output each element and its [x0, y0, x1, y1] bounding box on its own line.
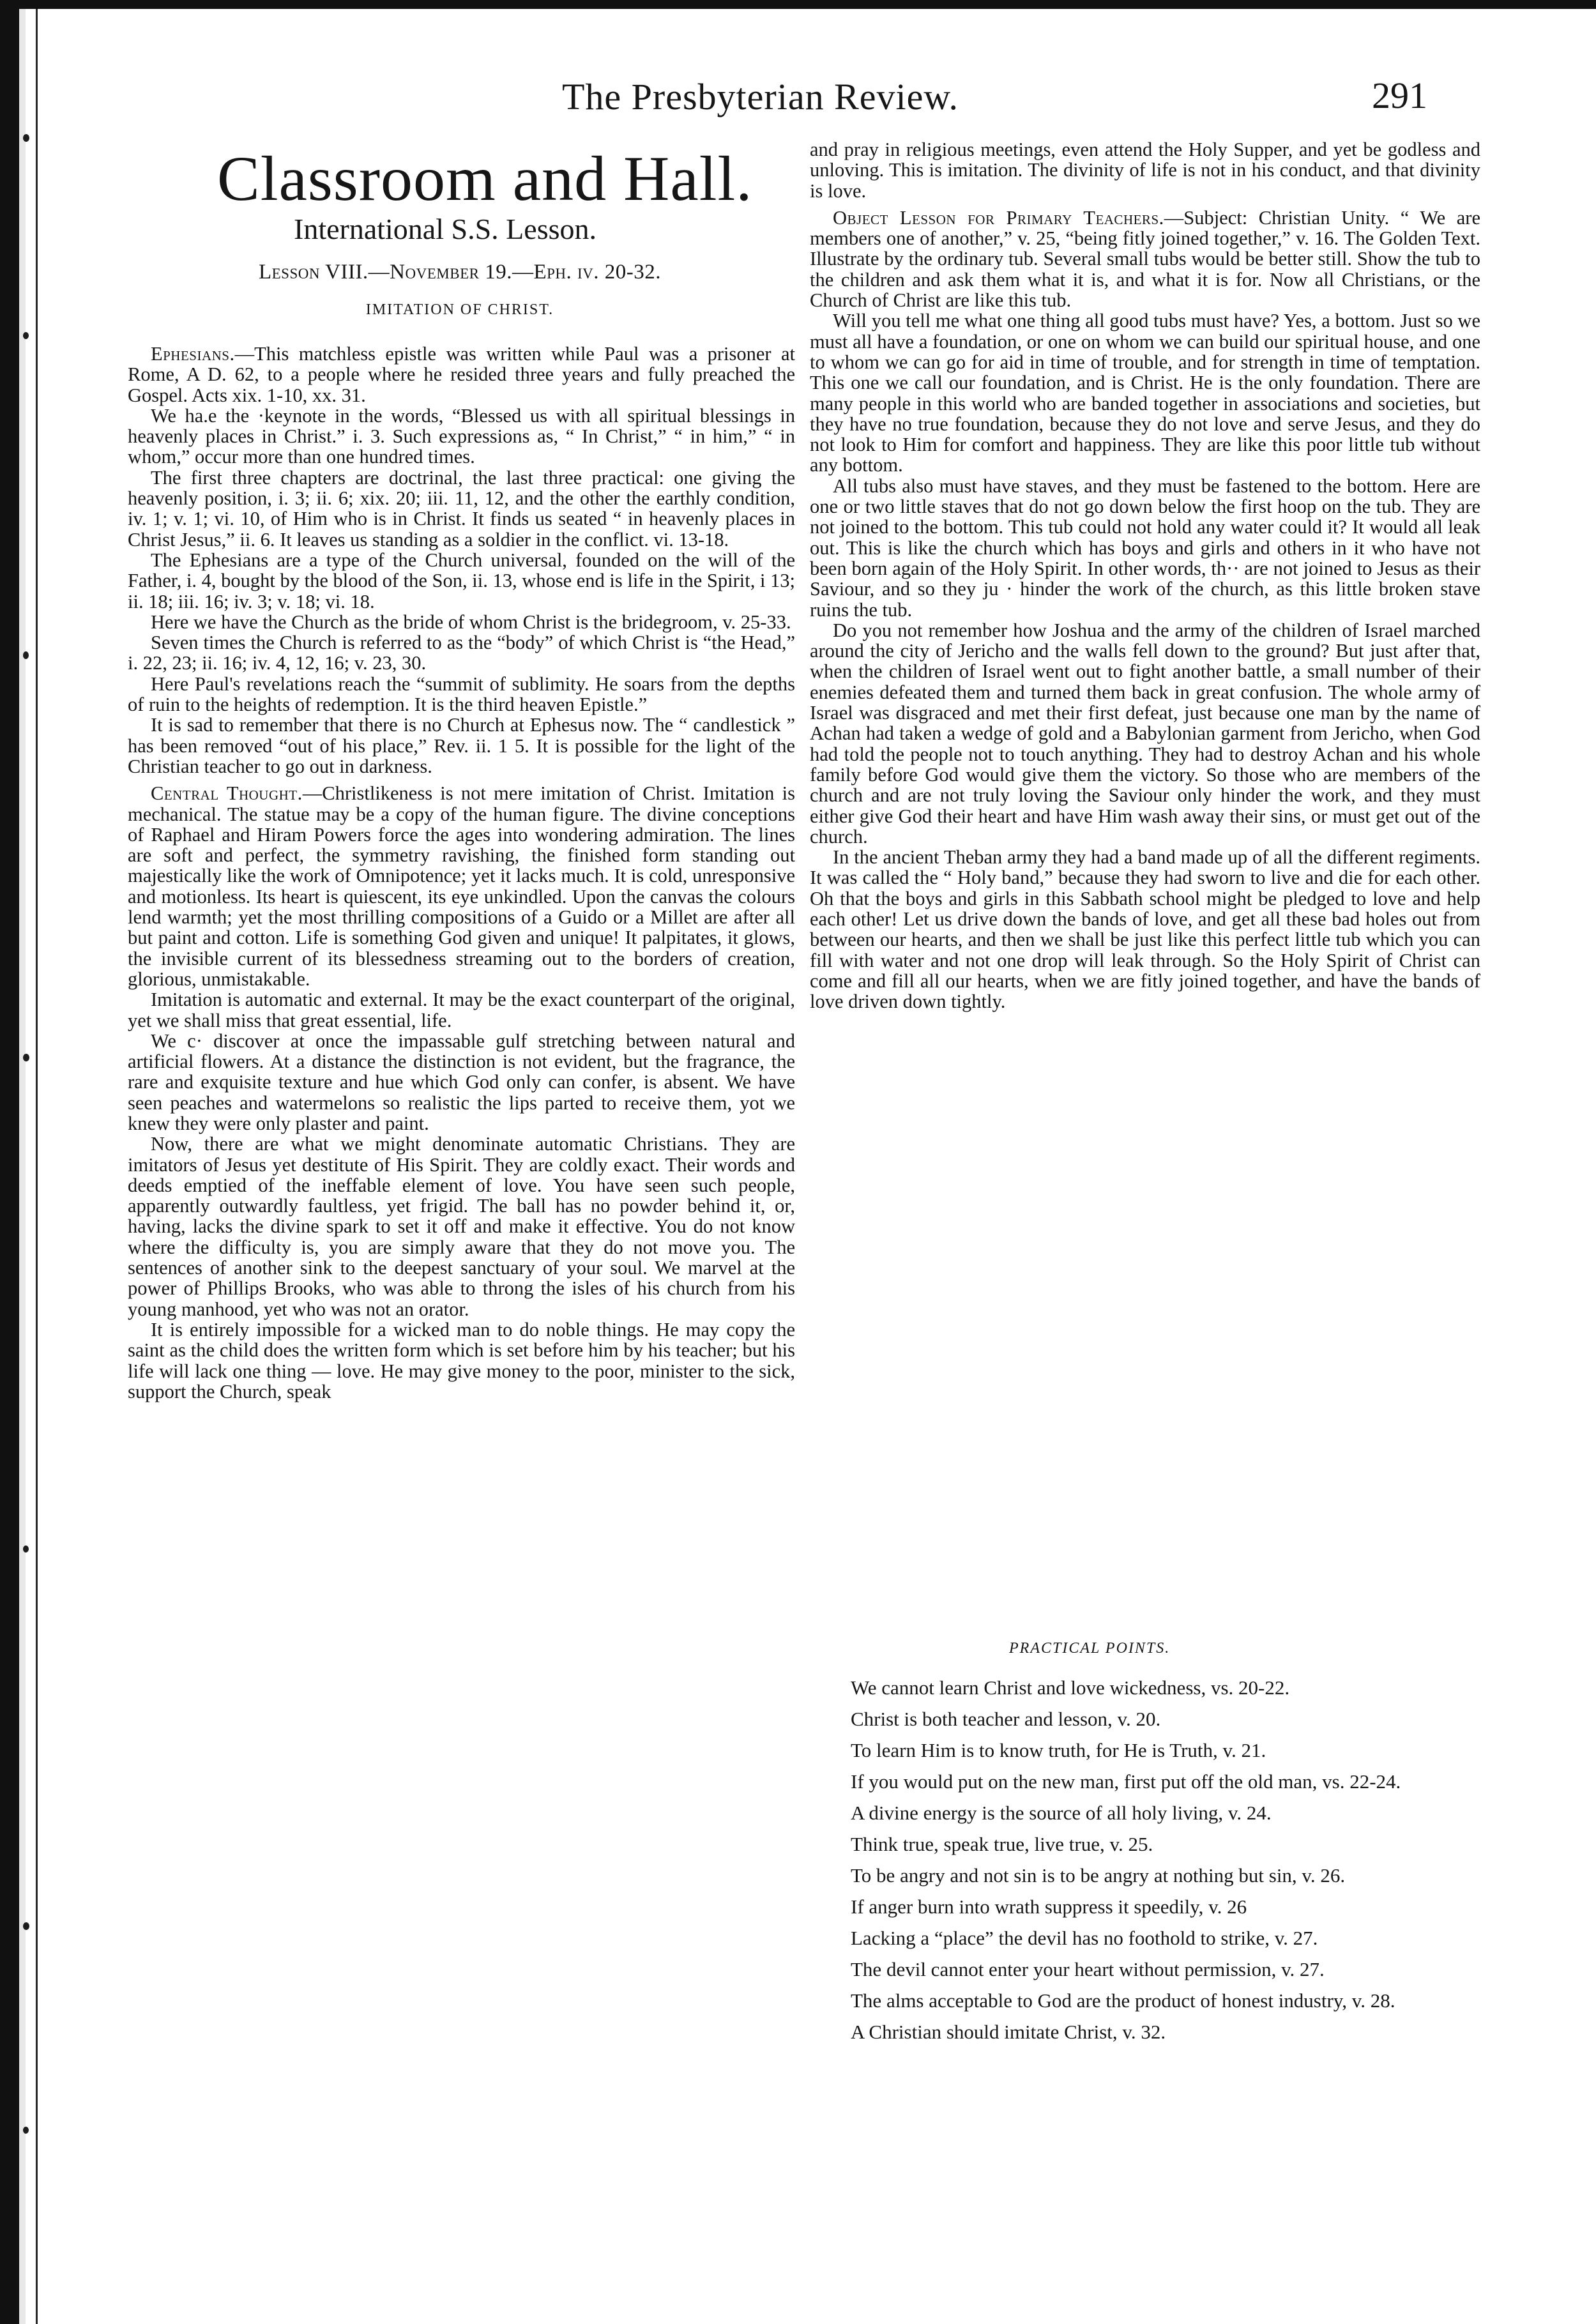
- paragraph-text: It is entirely impossible for a wicked man to do noble things. He may copy the saint as the child does the written form which is set before him by his teacher; but his life will lack one thing — love. He may give money to the poor, minister to the sick, support the Church, speak: [128, 1318, 795, 1402]
- scan-speck: [23, 1922, 29, 1930]
- paragraph: [810, 476, 1480, 620]
- scan-speck: [23, 332, 29, 339]
- practical-point: The devil cannot enter your heart without permission, v. 27.: [851, 1958, 1325, 1980]
- left-column-body: [128, 344, 795, 2285]
- scan-binding-line: [36, 9, 38, 2324]
- paragraph-text: Now, there are what we might denominate automatic Christians. They are imitators of Jesus yet destitute of His Spirit. They are coldly exact. Their words and deeds emptied of the ineffable element of love. You have seen such people, apparently outwardly faultless, yet frigid. The ball has no powder behind it, or, having, lacks the divine spark to set it off and make it effective. You do not know where the difficulty is, you are simply aware that they do not move you. The sentences of another sink to the deepest sanctuary of your soul. We marvel at the power of Phillips Brooks, who was able to throng the isles of his church from his young manhood, yet who was not an orator.: [128, 1133, 795, 1320]
- practical-point: Christ is both teacher and lesson, v. 20.: [851, 1708, 1161, 1730]
- scan-speck: [23, 2127, 29, 2134]
- running-head: The Presbyterian Review.: [562, 76, 959, 118]
- paragraph-text: All tubs also must have staves, and they must be fastened to the bottom. Here are one or two little staves that do not go down below the first hoop on the tub. They are not joined to the bottom. This tub could not hold any water could it? It would all leak out. This is like the church which has boys and girls and others in it who have not been born again of the Holy Spirit. In other words, th·· are not joined to Jesus as their Saviour, and so they ju · hinder the work of the church, as this little broken stave ruins the tub.: [810, 475, 1480, 621]
- practical-points-list: [828, 1677, 1466, 2053]
- paragraph: [128, 467, 795, 550]
- paragraph: [128, 406, 795, 467]
- paragraph: [810, 847, 1480, 1012]
- paragraph: [128, 1319, 795, 1402]
- paragraph-text: Will you tell me what one thing all good tubs must have? Yes, a bottom. Just so we must all have a foundation, or one on whom we can build our spiritual house, and one to whom we can go for aid in time of trouble, and for strength in time of temptation. This one we call our foundation, and is Christ. He is the only foundation. There are many people in this world who are banded together in associations and societies, but they have no true foundation, because they do not love and serve Jesus, and they do not look to Him for comfort and happiness. They are like this poor little tub without any bottom.: [810, 310, 1480, 476]
- scan-binding-shadow: [19, 9, 26, 2324]
- practical-point: A Christian should imitate Christ, v. 32.: [851, 2021, 1166, 2043]
- paragraph-text: and pray in religious meetings, even attend the Holy Supper, and yet be godless and unloving. This is imitation. The divinity of life is not in his conduct, and that divinity is love.: [810, 139, 1480, 202]
- page-number: 291: [1372, 75, 1427, 116]
- paragraph-lead: Object Lesson for Primary Teachers.: [833, 206, 1164, 229]
- paragraph: [128, 674, 795, 715]
- practical-points-heading: PRACTICAL POINTS.: [1009, 1640, 1171, 1657]
- paragraph-text: —This matchless epistle was written while Paul was a prisoner at Rome, A D. 62, to a people where he resided three years and fully preached the Gospel. Acts xix. 1-10, xx. 31.: [128, 344, 795, 406]
- paragraph-text: It is sad to remember that there is no Church at Ephesus now. The “ candlestick ” has been removed “out of his place,” Rev. ii. 1 5. It is possible for the light of the Christian teacher to go out in darkness.: [128, 714, 795, 777]
- paragraph: [810, 208, 1480, 310]
- practical-point: To be angry and not sin is to be angry at nothing but sin, v. 26.: [851, 1864, 1346, 1887]
- paragraph-text: Do you not remember how Joshua and the army of the children of Israel marched around the city of Jericho and the walls fell down to the ground? But just after that, when the children of Israel went out to fight another battle, a small number of their enemies defeated them and turned them back in great confusion. The whole army of Israel was disgraced and met their first defeat, just because one man by the name of Achan had taken a wedge of gold and a Babylonian garment from Jericho, when God had told the people not to touch anything. They had to destroy Achan and his whole family before God would give them the victory. So those who are members of the church and are not truly loving the Saviour only hinder the work, and they must either give God their heart and have Him wash away their sins, or must get out of the church.: [810, 619, 1480, 847]
- paragraph-text: We ha.e the ·keynote in the words, “Blessed us with all spiritual blessings in heavenly places in Christ.” i. 3. Such expressions as, “ In Christ,” “ in him,” “ in whom,” occur more than one hundred times.: [128, 404, 795, 468]
- practical-point: Lacking a “place” the devil has no foothold to strike, v. 27.: [851, 1927, 1318, 1949]
- scan-top-border: [0, 0, 1596, 9]
- practical-point: A divine energy is the source of all holy living, v. 24.: [851, 1802, 1272, 1824]
- paragraph: [810, 139, 1480, 201]
- paragraph-text: The first three chapters are doctrinal, the last three practical: one giving the heavenly position, i. 3; ii. 6; xix. 20; iii. 11, 12, and the other the earthly condition, iv. 1; v. 1; vi. 10, of Him who is in Christ. It finds us seated “ in heavenly places in Christ Jesus,” ii. 6. It leaves us standing as a soldier in the conflict. vi. 13-18.: [128, 466, 795, 551]
- paragraph: [810, 620, 1480, 847]
- paragraph: [128, 989, 795, 1031]
- paragraph-text: Here Paul's revelations reach the “summit of sublimity. He soars from the depths of ruin to the heights of redemption. It is the third heaven Epistle.”: [128, 672, 795, 716]
- paragraph-text: —Christlikeness is not mere imitation of Christ. Imitation is mechanical. The statue may be a copy of the human figure. The divine conceptions of Raphael and Hiram Powers force the ages into wondering admiration. The lines are soft and perfect, the symmetry ravishing, the finished form standing out majestically like the work of Omnipotence; yet it lacks much. It is cold, unresponsive and motionless. Its heart is quiescent, its eye unkindled. Upon the canvas the colours lend warmth; yet the most thrilling compositions of a Guido or a Millet are after all but paint and cotton. Life is something God given and unique! It palpitates, it glows, the invisible current of its blessedness streaming out to the borders of creation, glorious, unmistakable.: [128, 782, 795, 990]
- lesson-line: Lesson VIII.—November 19.—Eph. iv. 20-32.: [258, 261, 662, 284]
- paragraph-text: The Ephesians are a type of the Church universal, founded on the will of the Father, i. 4, bought by the blood of the Son, ii. 13, whose end is life in the Spirit, i 13; ii. 18; iii. 16; iv. 3; v. 18; vi. 18.: [128, 549, 795, 612]
- scan-speck: [23, 134, 29, 142]
- paragraph-text: We c· discover at once the impassable gulf stretching between natural and artificial flowers. At a distance the distinction is not evident, but the fragrance, the rare and exquisite texture and hue which God only can confer, is absent. We have seen peaches and watermelons so realistic the lips parted to receive them, yot we knew they were only plaster and paint.: [128, 1029, 795, 1134]
- paragraph: [128, 632, 795, 674]
- right-column-body: [810, 139, 1480, 1672]
- scan-speck: [23, 651, 29, 659]
- paragraph: [128, 1134, 795, 1319]
- paragraph-lead: Central Thought.: [151, 782, 303, 805]
- paragraph: [128, 715, 795, 777]
- paragraph-text: Seven times the Church is referred to as the “body” of which Christ is “the Head,” i. 22, 23; ii. 16; iv. 4, 12, 16; v. 23, 30.: [128, 632, 795, 674]
- paragraph-text: Imitation is automatic and external. It may be the exact counterpart of the original, yet we shall miss that great essential, life.: [128, 989, 795, 1031]
- practical-point: If you would put on the new man, first put off the old man, vs. 22-24.: [851, 1770, 1401, 1793]
- article-title: Classroom and Hall.: [217, 143, 753, 214]
- practical-point: To learn Him is to know truth, for He is Truth, v. 21.: [851, 1739, 1266, 1761]
- scan-speck: [23, 1054, 29, 1061]
- paragraph-text: —Subject: Christian Unity. “ We are members one of another,” v. 25, “being fitly joined together,” v. 16. The Golden Text. Illustrate by the ordinary tub. Several small tubs would be better still. Show the tub to the children and ask them what it is, and what it is for. Now all Christians, or the Church of Christ are like this tub.: [810, 206, 1480, 312]
- practical-point: If anger burn into wrath suppress it speedily, v. 26: [851, 1895, 1247, 1918]
- paragraph: [128, 1031, 795, 1134]
- paragraph: [128, 344, 795, 406]
- paragraph: [128, 612, 795, 632]
- paragraph-text: In the ancient Theban army they had a band made up of all the different regiments. It was called the “ Holy band,” because they had sworn to live and die for each other. Oh that the boys and girls in this Sabbath school might be pledged to love and help each other! Let us drive down the bands of love, and get all these bad holes out from between our hearts, and then we shall be just like this perfect little tub which you can fill with water and not one drop will leak through. So the Holy Spirit of Christ can come and fill all our hearts, when we are fitly joined together, and have the bands of love driven down tightly.: [810, 846, 1480, 1013]
- paragraph-text: Here we have the Church as the bride of whom Christ is the bridegroom, v. 25-33.: [151, 611, 791, 633]
- paragraph-lead: Ephesians.: [151, 344, 235, 365]
- practical-point: We cannot learn Christ and love wickedness, vs. 20-22.: [851, 1676, 1290, 1699]
- scan-left-border: [0, 0, 19, 2324]
- paragraph: [128, 783, 795, 989]
- practical-point: The alms acceptable to God are the product of honest industry, v. 28.: [851, 1989, 1395, 2012]
- lesson-topic: IMITATION OF CHRIST.: [365, 301, 554, 318]
- paragraph: [810, 310, 1480, 475]
- paragraph: [128, 550, 795, 612]
- article-subtitle: International S.S. Lesson.: [294, 213, 597, 245]
- scan-speck: [23, 1546, 29, 1553]
- practical-point: Think true, speak true, live true, v. 25.: [851, 1833, 1153, 1855]
